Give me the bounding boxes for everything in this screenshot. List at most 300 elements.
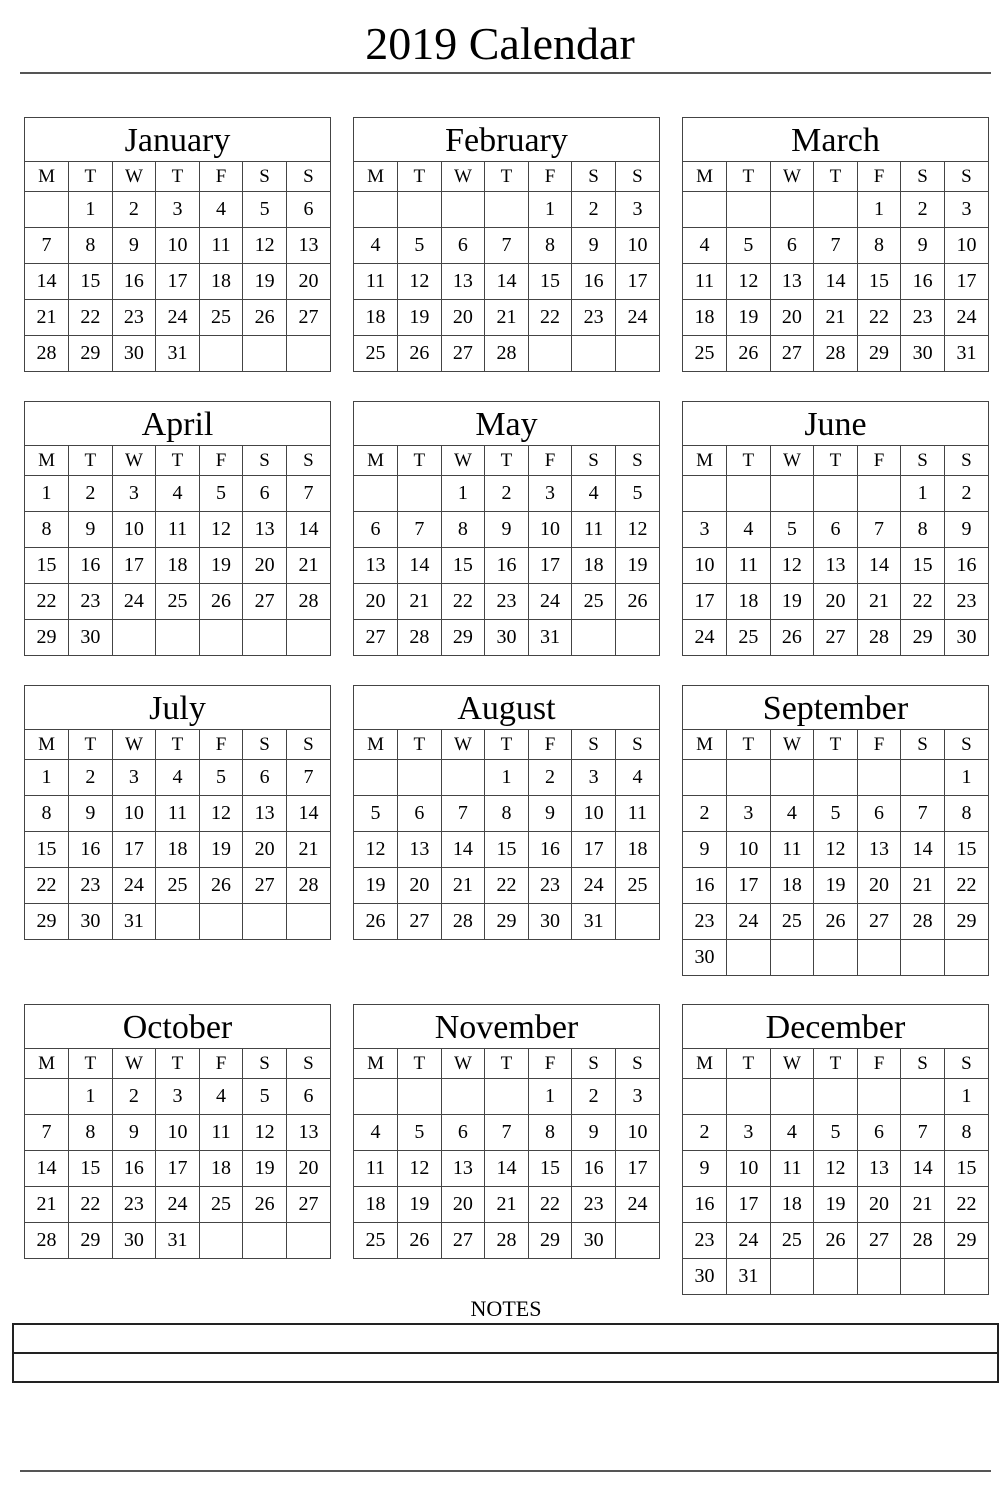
- day-cell: 13: [354, 548, 398, 584]
- day-cell: 25: [156, 584, 200, 620]
- week-row: [354, 228, 659, 264]
- day-cell: 30: [112, 336, 156, 372]
- day-cell: 1: [69, 192, 113, 228]
- weekday-label: S: [286, 730, 330, 760]
- weekday-header-row: [683, 1049, 988, 1079]
- day-cell: 19: [814, 868, 858, 904]
- day-cell: 3: [156, 192, 200, 228]
- day-cell: 25: [354, 336, 398, 372]
- day-cell: 22: [944, 1187, 988, 1223]
- day-cell: 6: [441, 228, 485, 264]
- week-row: [354, 760, 659, 796]
- empty-day-cell: [354, 1079, 398, 1115]
- footer-divider: [20, 1470, 991, 1472]
- day-cell: 14: [485, 1151, 529, 1187]
- week-row: [683, 476, 988, 512]
- day-cell: 4: [770, 796, 814, 832]
- day-cell: 23: [944, 584, 988, 620]
- day-cell: 16: [112, 264, 156, 300]
- day-cell: 9: [944, 512, 988, 548]
- day-cell: 18: [199, 1151, 243, 1187]
- weekday-label: T: [814, 1049, 858, 1079]
- day-cell: 2: [572, 192, 616, 228]
- weekday-label: W: [112, 446, 156, 476]
- day-cell: 13: [857, 832, 901, 868]
- day-cell: 11: [615, 796, 659, 832]
- day-cell: 30: [901, 336, 945, 372]
- weekday-label: T: [69, 730, 113, 760]
- week-row: [354, 584, 659, 620]
- day-cell: 19: [727, 300, 771, 336]
- day-cell: 13: [441, 1151, 485, 1187]
- day-cell: 26: [615, 584, 659, 620]
- weekday-label: W: [441, 1049, 485, 1079]
- day-cell: 3: [727, 796, 771, 832]
- week-row: [354, 1223, 659, 1259]
- day-cell: 14: [814, 264, 858, 300]
- empty-day-cell: [243, 336, 287, 372]
- day-cell: 24: [683, 620, 727, 656]
- weekday-header-row: [354, 1049, 659, 1079]
- day-cell: 24: [944, 300, 988, 336]
- day-cell: 28: [857, 620, 901, 656]
- day-cell: 6: [770, 228, 814, 264]
- day-cell: 10: [683, 548, 727, 584]
- empty-day-cell: [398, 760, 442, 796]
- empty-day-cell: [814, 1259, 858, 1295]
- day-cell: 31: [156, 1223, 200, 1259]
- day-cell: 18: [683, 300, 727, 336]
- day-cell: 21: [857, 584, 901, 620]
- day-cell: 16: [572, 264, 616, 300]
- week-row: [25, 548, 330, 584]
- day-cell: 17: [683, 584, 727, 620]
- notes-line-2[interactable]: [14, 1354, 997, 1383]
- day-cell: 20: [770, 300, 814, 336]
- empty-day-cell: [857, 1259, 901, 1295]
- weekday-label: T: [727, 730, 771, 760]
- weekday-label: S: [572, 162, 616, 192]
- weekday-label: F: [199, 162, 243, 192]
- week-row: [25, 904, 330, 940]
- weekday-header-row: [25, 1049, 330, 1079]
- day-cell: 20: [441, 1187, 485, 1223]
- week-row: [25, 336, 330, 372]
- empty-day-cell: [199, 904, 243, 940]
- day-cell: 11: [354, 264, 398, 300]
- day-cell: 31: [944, 336, 988, 372]
- empty-day-cell: [683, 476, 727, 512]
- day-cell: 27: [398, 904, 442, 940]
- weekday-label: S: [944, 1049, 988, 1079]
- day-cell: 21: [286, 832, 330, 868]
- day-cell: 8: [69, 1115, 113, 1151]
- day-cell: 5: [199, 476, 243, 512]
- day-cell: 27: [770, 336, 814, 372]
- day-cell: 17: [572, 832, 616, 868]
- day-cell: 15: [944, 1151, 988, 1187]
- week-row: [25, 868, 330, 904]
- day-cell: 14: [398, 548, 442, 584]
- empty-day-cell: [814, 1079, 858, 1115]
- day-cell: 20: [286, 264, 330, 300]
- empty-day-cell: [814, 760, 858, 796]
- day-cell: 9: [69, 796, 113, 832]
- empty-day-cell: [727, 760, 771, 796]
- empty-day-cell: [286, 1223, 330, 1259]
- day-cell: 4: [156, 760, 200, 796]
- day-cell: 12: [398, 264, 442, 300]
- week-row: [683, 1187, 988, 1223]
- weekday-label: S: [901, 730, 945, 760]
- day-cell: 19: [243, 264, 287, 300]
- day-cell: 3: [156, 1079, 200, 1115]
- day-cell: 24: [615, 1187, 659, 1223]
- day-cell: 19: [199, 548, 243, 584]
- weekday-label: T: [727, 162, 771, 192]
- empty-day-cell: [944, 940, 988, 976]
- weekday-label: T: [398, 446, 442, 476]
- day-cell: 24: [528, 584, 572, 620]
- week-row: [683, 584, 988, 620]
- week-row: [354, 868, 659, 904]
- week-row: [683, 228, 988, 264]
- month-day-grid: [25, 730, 330, 939]
- notes-line-1[interactable]: [14, 1325, 997, 1354]
- day-cell: 18: [354, 300, 398, 336]
- empty-day-cell: [528, 336, 572, 372]
- day-cell: 5: [770, 512, 814, 548]
- week-row: [25, 300, 330, 336]
- week-row: [354, 620, 659, 656]
- day-cell: 23: [69, 584, 113, 620]
- month-title: August: [354, 686, 659, 730]
- day-cell: 20: [286, 1151, 330, 1187]
- day-cell: 10: [156, 228, 200, 264]
- day-cell: 31: [727, 1259, 771, 1295]
- day-cell: 14: [901, 832, 945, 868]
- week-row: [683, 336, 988, 372]
- month-day-grid: [25, 1049, 330, 1258]
- day-cell: 14: [25, 264, 69, 300]
- day-cell: 3: [683, 512, 727, 548]
- month-january: [24, 117, 331, 372]
- day-cell: 15: [485, 832, 529, 868]
- week-row: [683, 264, 988, 300]
- day-cell: 28: [398, 620, 442, 656]
- day-cell: 15: [69, 264, 113, 300]
- day-cell: 13: [814, 548, 858, 584]
- empty-day-cell: [485, 1079, 529, 1115]
- empty-day-cell: [354, 760, 398, 796]
- weekday-label: S: [286, 1049, 330, 1079]
- day-cell: 24: [112, 584, 156, 620]
- weekday-label: F: [528, 1049, 572, 1079]
- week-row: [683, 1259, 988, 1295]
- day-cell: 1: [25, 760, 69, 796]
- day-cell: 20: [398, 868, 442, 904]
- day-cell: 7: [286, 476, 330, 512]
- day-cell: 15: [944, 832, 988, 868]
- week-row: [683, 620, 988, 656]
- day-cell: 27: [243, 868, 287, 904]
- week-row: [683, 548, 988, 584]
- day-cell: 28: [901, 1223, 945, 1259]
- day-cell: 1: [441, 476, 485, 512]
- weekday-label: F: [528, 730, 572, 760]
- month-title: May: [354, 402, 659, 446]
- day-cell: 26: [814, 1223, 858, 1259]
- empty-day-cell: [857, 940, 901, 976]
- day-cell: 9: [112, 1115, 156, 1151]
- day-cell: 20: [441, 300, 485, 336]
- month-december: [682, 1004, 989, 1295]
- day-cell: 23: [69, 868, 113, 904]
- day-cell: 10: [727, 832, 771, 868]
- empty-day-cell: [814, 476, 858, 512]
- day-cell: 5: [354, 796, 398, 832]
- day-cell: 10: [156, 1115, 200, 1151]
- day-cell: 18: [770, 1187, 814, 1223]
- day-cell: 1: [25, 476, 69, 512]
- month-title: November: [354, 1005, 659, 1049]
- day-cell: 26: [770, 620, 814, 656]
- month-november: [353, 1004, 660, 1259]
- day-cell: 7: [441, 796, 485, 832]
- week-row: [683, 1079, 988, 1115]
- day-cell: 2: [69, 476, 113, 512]
- week-row: [25, 832, 330, 868]
- month-title: October: [25, 1005, 330, 1049]
- day-cell: 4: [683, 228, 727, 264]
- day-cell: 15: [857, 264, 901, 300]
- empty-day-cell: [25, 1079, 69, 1115]
- day-cell: 8: [901, 512, 945, 548]
- empty-day-cell: [156, 620, 200, 656]
- week-row: [25, 1151, 330, 1187]
- weekday-label: T: [69, 162, 113, 192]
- weekday-label: T: [156, 162, 200, 192]
- weekday-label: T: [398, 1049, 442, 1079]
- weekday-header-row: [25, 162, 330, 192]
- day-cell: 27: [857, 1223, 901, 1259]
- month-title: July: [25, 686, 330, 730]
- day-cell: 22: [901, 584, 945, 620]
- empty-day-cell: [727, 1079, 771, 1115]
- empty-day-cell: [615, 336, 659, 372]
- day-cell: 8: [441, 512, 485, 548]
- week-row: [354, 1151, 659, 1187]
- empty-day-cell: [572, 620, 616, 656]
- day-cell: 10: [615, 1115, 659, 1151]
- empty-day-cell: [441, 192, 485, 228]
- day-cell: 21: [901, 868, 945, 904]
- weekday-header-row: [683, 446, 988, 476]
- empty-day-cell: [354, 192, 398, 228]
- empty-day-cell: [25, 192, 69, 228]
- weekday-label: F: [857, 162, 901, 192]
- month-day-grid: [683, 1049, 988, 1294]
- weekday-label: S: [243, 162, 287, 192]
- empty-day-cell: [727, 940, 771, 976]
- day-cell: 7: [901, 1115, 945, 1151]
- weekday-label: M: [683, 1049, 727, 1079]
- day-cell: 20: [857, 1187, 901, 1223]
- weekday-label: T: [69, 1049, 113, 1079]
- day-cell: 18: [199, 264, 243, 300]
- day-cell: 11: [354, 1151, 398, 1187]
- weekday-label: W: [112, 162, 156, 192]
- weekday-header-row: [683, 162, 988, 192]
- day-cell: 23: [485, 584, 529, 620]
- day-cell: 29: [857, 336, 901, 372]
- day-cell: 4: [727, 512, 771, 548]
- weekday-label: W: [441, 730, 485, 760]
- empty-day-cell: [770, 192, 814, 228]
- day-cell: 18: [727, 584, 771, 620]
- day-cell: 21: [901, 1187, 945, 1223]
- day-cell: 4: [615, 760, 659, 796]
- empty-day-cell: [243, 1223, 287, 1259]
- day-cell: 9: [485, 512, 529, 548]
- weekday-header-row: [354, 446, 659, 476]
- day-cell: 2: [944, 476, 988, 512]
- day-cell: 12: [199, 512, 243, 548]
- day-cell: 11: [199, 228, 243, 264]
- day-cell: 28: [485, 336, 529, 372]
- week-row: [683, 796, 988, 832]
- empty-day-cell: [615, 1223, 659, 1259]
- day-cell: 24: [156, 1187, 200, 1223]
- empty-day-cell: [243, 904, 287, 940]
- day-cell: 23: [112, 300, 156, 336]
- day-cell: 7: [286, 760, 330, 796]
- week-row: [354, 336, 659, 372]
- day-cell: 23: [683, 904, 727, 940]
- day-cell: 17: [112, 548, 156, 584]
- day-cell: 25: [156, 868, 200, 904]
- day-cell: 2: [901, 192, 945, 228]
- day-cell: 5: [398, 1115, 442, 1151]
- empty-day-cell: [857, 476, 901, 512]
- weekday-label: W: [770, 162, 814, 192]
- day-cell: 23: [901, 300, 945, 336]
- weekday-label: M: [683, 446, 727, 476]
- day-cell: 25: [199, 1187, 243, 1223]
- day-cell: 31: [572, 904, 616, 940]
- empty-day-cell: [112, 620, 156, 656]
- day-cell: 6: [814, 512, 858, 548]
- day-cell: 19: [814, 1187, 858, 1223]
- week-row: [683, 300, 988, 336]
- day-cell: 15: [528, 264, 572, 300]
- weekday-label: T: [398, 730, 442, 760]
- weekday-label: T: [485, 1049, 529, 1079]
- day-cell: 3: [112, 760, 156, 796]
- week-row: [354, 300, 659, 336]
- weekday-label: S: [572, 446, 616, 476]
- day-cell: 4: [199, 192, 243, 228]
- weekday-label: F: [857, 730, 901, 760]
- weekday-header-row: [683, 730, 988, 760]
- weekday-label: W: [770, 730, 814, 760]
- day-cell: 8: [944, 796, 988, 832]
- day-cell: 19: [243, 1151, 287, 1187]
- month-september: [682, 685, 989, 976]
- day-cell: 17: [615, 1151, 659, 1187]
- day-cell: 5: [814, 1115, 858, 1151]
- week-row: [25, 1079, 330, 1115]
- day-cell: 6: [398, 796, 442, 832]
- day-cell: 16: [944, 548, 988, 584]
- day-cell: 9: [683, 832, 727, 868]
- month-day-grid: [25, 446, 330, 655]
- day-cell: 14: [901, 1151, 945, 1187]
- day-cell: 1: [528, 1079, 572, 1115]
- day-cell: 4: [572, 476, 616, 512]
- day-cell: 6: [857, 796, 901, 832]
- weekday-header-row: [354, 730, 659, 760]
- weekday-label: W: [770, 446, 814, 476]
- day-cell: 8: [25, 512, 69, 548]
- month-title: April: [25, 402, 330, 446]
- week-row: [25, 1115, 330, 1151]
- day-cell: 29: [944, 904, 988, 940]
- day-cell: 8: [485, 796, 529, 832]
- day-cell: 15: [528, 1151, 572, 1187]
- day-cell: 28: [485, 1223, 529, 1259]
- day-cell: 2: [683, 1115, 727, 1151]
- weekday-label: F: [199, 446, 243, 476]
- day-cell: 2: [69, 760, 113, 796]
- week-row: [354, 476, 659, 512]
- day-cell: 3: [572, 760, 616, 796]
- weekday-label: T: [814, 446, 858, 476]
- day-cell: 31: [112, 904, 156, 940]
- day-cell: 10: [112, 796, 156, 832]
- week-row: [25, 760, 330, 796]
- day-cell: 24: [572, 868, 616, 904]
- weekday-label: F: [857, 446, 901, 476]
- weekday-label: M: [25, 730, 69, 760]
- weekday-label: M: [683, 162, 727, 192]
- day-cell: 25: [770, 1223, 814, 1259]
- empty-day-cell: [286, 904, 330, 940]
- day-cell: 26: [727, 336, 771, 372]
- day-cell: 29: [441, 620, 485, 656]
- day-cell: 16: [528, 832, 572, 868]
- week-row: [354, 1115, 659, 1151]
- empty-day-cell: [770, 760, 814, 796]
- weekday-label: S: [286, 162, 330, 192]
- day-cell: 26: [243, 1187, 287, 1223]
- day-cell: 18: [615, 832, 659, 868]
- week-row: [683, 192, 988, 228]
- weekday-label: T: [156, 730, 200, 760]
- day-cell: 17: [156, 264, 200, 300]
- day-cell: 30: [683, 1259, 727, 1295]
- day-cell: 30: [485, 620, 529, 656]
- day-cell: 17: [112, 832, 156, 868]
- day-cell: 22: [528, 300, 572, 336]
- week-row: [354, 192, 659, 228]
- day-cell: 21: [814, 300, 858, 336]
- day-cell: 18: [156, 548, 200, 584]
- day-cell: 29: [69, 1223, 113, 1259]
- day-cell: 15: [25, 832, 69, 868]
- day-cell: 29: [25, 904, 69, 940]
- empty-day-cell: [615, 904, 659, 940]
